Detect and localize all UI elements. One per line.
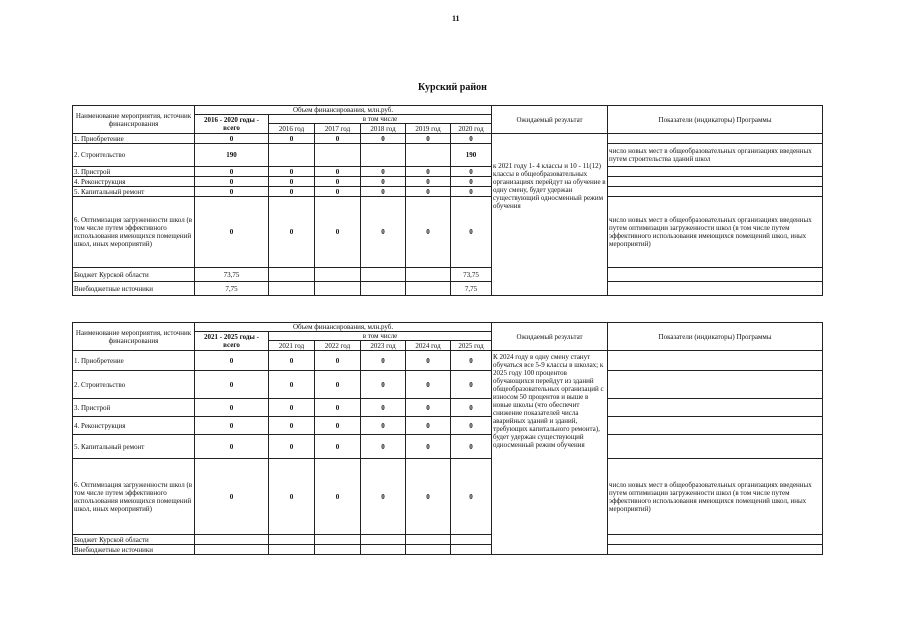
row-total <box>195 545 269 555</box>
table-row <box>73 187 823 197</box>
row-value: 0 <box>361 435 406 459</box>
row-value: 0 <box>315 417 361 435</box>
row-total: 0 <box>195 134 269 144</box>
row-value: 0 <box>451 399 492 417</box>
row-value: 0 <box>269 371 315 399</box>
row-value: 0 <box>451 459 492 535</box>
row-value <box>361 282 406 296</box>
row-value: 0 <box>361 187 406 197</box>
row-value <box>361 144 406 167</box>
row-name: 1. Приобретение <box>73 134 195 144</box>
row-value: 0 <box>451 187 492 197</box>
year-header: 2016 год <box>269 124 315 134</box>
row-total: 0 <box>195 197 269 268</box>
year-header: 2020 год <box>451 124 492 134</box>
row-name: 3. Пристрой <box>73 399 195 417</box>
row-value: 0 <box>406 187 451 197</box>
header-result: Ожидаемый результат <box>492 323 608 351</box>
year-header: 2022 год <box>315 341 361 351</box>
row-total: 190 <box>195 144 269 167</box>
indicator-optimization: число новых мест в общеобразовательных организациях введенных путем оптимизации загруженности школ (в том числе путем эффективного использования имеющихся помещений школ, иных мероприятий) <box>608 459 823 535</box>
table-row <box>73 167 823 177</box>
row-value: 0 <box>406 177 451 187</box>
row-total: 0 <box>195 371 269 399</box>
year-header: 2023 год <box>361 341 406 351</box>
year-header: 2017 год <box>315 124 361 134</box>
row-value: 0 <box>315 197 361 268</box>
header-funding: Объем финансирования, млн.руб. <box>195 323 492 332</box>
row-value: 0 <box>451 435 492 459</box>
row-value <box>406 268 451 282</box>
row-value <box>406 282 451 296</box>
row-value: 0 <box>451 177 492 187</box>
row-value: 0 <box>269 417 315 435</box>
row-value: 0 <box>406 417 451 435</box>
header-indicators: Показатели (индикаторы) Программы <box>608 323 823 351</box>
row-value: 0 <box>269 435 315 459</box>
indicator-cell <box>608 268 823 282</box>
row-value: 0 <box>315 134 361 144</box>
row-value: 0 <box>451 167 492 177</box>
row-value <box>269 268 315 282</box>
table-row <box>73 282 823 296</box>
indicator-build: число новых мест в общеобразовательных организациях введенных путем строительства зданий школ <box>608 144 823 167</box>
header-result: Ожидаемый результат <box>492 106 608 134</box>
table-row <box>73 545 823 555</box>
indicator-cell <box>608 167 823 177</box>
row-value: 0 <box>269 351 315 371</box>
table-row <box>73 134 823 144</box>
table-row <box>73 371 823 399</box>
row-value <box>315 545 361 555</box>
row-name: 2. Строительство <box>73 144 195 167</box>
row-total: 0 <box>195 187 269 197</box>
row-name: Бюджет Курской области <box>73 535 195 545</box>
indicator-cell <box>608 371 823 399</box>
row-value: 0 <box>451 417 492 435</box>
row-total: 0 <box>195 167 269 177</box>
indicator-cell <box>608 535 823 545</box>
row-value: 0 <box>315 177 361 187</box>
funding-table-2016-2020 <box>72 105 823 296</box>
row-name: 4. Реконструкция <box>73 417 195 435</box>
row-name: Бюджет Курской области <box>73 268 195 282</box>
table-row <box>73 417 823 435</box>
year-header: 2021 год <box>269 341 315 351</box>
row-value: 0 <box>361 177 406 187</box>
row-value: 0 <box>315 435 361 459</box>
row-value: 0 <box>406 167 451 177</box>
expected-result: К 2024 году в одну смену станут обучаться все 5-9 классы в школах; к 2025 году 100 процентов обучающихся перейдут из зданий общеобразовательных организаций с износом 50 процентов и выше в новые школы (что обеспечит снижение показателей числа аварийных зданий и зданий, требующих капитального ремонта), будет удержан существующий односменный режим обучения <box>492 351 608 555</box>
table-row <box>73 459 823 535</box>
header-incl: в том числе <box>269 332 492 341</box>
row-value: 0 <box>361 371 406 399</box>
row-value: 0 <box>406 351 451 371</box>
row-value: 0 <box>269 459 315 535</box>
table-row <box>73 399 823 417</box>
row-total: 0 <box>195 417 269 435</box>
row-value: 0 <box>451 197 492 268</box>
year-header: 2025 год <box>451 341 492 351</box>
header-total: 2016 - 2020 годы - всего <box>195 115 269 134</box>
row-value <box>361 545 406 555</box>
row-name: 6. Оптимизация загруженности школ (в том числе путем эффективного использования имеющихся помещений школ, иных мероприятий) <box>73 459 195 535</box>
row-value: 0 <box>361 399 406 417</box>
year-header: 2024 год <box>406 341 451 351</box>
row-value: 0 <box>269 134 315 144</box>
header-total: 2021 - 2025 годы - всего <box>195 332 269 351</box>
row-name: 5. Капитальный ремонт <box>73 435 195 459</box>
row-value: 0 <box>269 177 315 187</box>
row-value: 73,75 <box>451 268 492 282</box>
header-funding: Объем финансирования, млн.руб. <box>195 106 492 115</box>
row-value <box>315 535 361 545</box>
row-value: 0 <box>361 417 406 435</box>
row-value: 0 <box>451 351 492 371</box>
row-total: 7,75 <box>195 282 269 296</box>
row-value: 0 <box>361 134 406 144</box>
row-value: 0 <box>315 459 361 535</box>
row-total: 73,75 <box>195 268 269 282</box>
row-value: 0 <box>361 197 406 268</box>
row-value: 7,75 <box>451 282 492 296</box>
indicator-cell <box>608 282 823 296</box>
row-name: 5. Капитальный ремонт <box>73 187 195 197</box>
row-value: 0 <box>315 351 361 371</box>
row-value: 0 <box>315 167 361 177</box>
row-value: 0 <box>361 167 406 177</box>
row-name: Внебюджетные источники <box>73 545 195 555</box>
row-value: 0 <box>361 459 406 535</box>
row-value <box>406 545 451 555</box>
row-value: 0 <box>269 187 315 197</box>
row-value <box>451 535 492 545</box>
header-name: Наименование мероприятия, источник финансирования <box>73 323 195 351</box>
row-value <box>315 268 361 282</box>
row-value: 0 <box>269 399 315 417</box>
row-value: 0 <box>451 134 492 144</box>
indicator-cell <box>608 435 823 459</box>
row-value: 0 <box>406 197 451 268</box>
row-total: 0 <box>195 177 269 187</box>
year-header: 2018 год <box>361 124 406 134</box>
row-value <box>269 545 315 555</box>
indicator-cell <box>608 351 823 371</box>
row-value <box>269 282 315 296</box>
row-value <box>361 268 406 282</box>
row-value <box>451 545 492 555</box>
row-name: 6. Оптимизация загруженности школ (в том числе путем эффективного использования имеющихся помещений школ, иных мероприятий) <box>73 197 195 268</box>
header-indicators: Показатели (индикаторы) Программы <box>608 106 823 134</box>
indicator-optimization: число новых мест в общеобразовательных организациях введенных путем оптимизации загруженности школ (в том числе путем эффективного использования имеющихся помещений школ, иных мероприятий) <box>608 197 823 268</box>
row-total: 0 <box>195 459 269 535</box>
row-value <box>315 282 361 296</box>
row-value: 0 <box>315 399 361 417</box>
row-value: 0 <box>406 435 451 459</box>
indicator-cell <box>608 187 823 197</box>
expected-result: к 2021 году 1- 4 классы и 10 - 11(12) классы в общеобразовательных организациях перейдут на обучение в одну смену, будет удержан существующий односменный режим обучения <box>492 134 608 296</box>
row-value: 0 <box>406 371 451 399</box>
table-row <box>73 351 823 371</box>
row-total: 0 <box>195 399 269 417</box>
row-value: 0 <box>361 351 406 371</box>
row-value <box>269 144 315 167</box>
table-row <box>73 535 823 545</box>
indicator-cell <box>608 399 823 417</box>
row-value <box>406 144 451 167</box>
indicator-cell <box>608 134 823 144</box>
row-name: 2. Строительство <box>73 371 195 399</box>
row-value: 0 <box>269 197 315 268</box>
row-value: 0 <box>269 167 315 177</box>
row-value <box>361 535 406 545</box>
indicator-cell <box>608 177 823 187</box>
table-row <box>73 268 823 282</box>
row-value <box>269 535 315 545</box>
row-value: 0 <box>451 371 492 399</box>
header-name: Наименование мероприятия, источник финансирования <box>73 106 195 134</box>
row-name: 4. Реконструкция <box>73 177 195 187</box>
row-name: 3. Пристрой <box>73 167 195 177</box>
district-title: Курский район <box>418 82 487 93</box>
table-row <box>73 435 823 459</box>
row-value: 190 <box>451 144 492 167</box>
row-total: 0 <box>195 435 269 459</box>
indicator-cell <box>608 417 823 435</box>
funding-table-2021-2025 <box>72 322 823 555</box>
row-total: 0 <box>195 351 269 371</box>
row-name: Внебюджетные источники <box>73 282 195 296</box>
row-name: 1. Приобретение <box>73 351 195 371</box>
row-value: 0 <box>406 459 451 535</box>
row-value <box>315 144 361 167</box>
page-number: 11 <box>452 14 460 23</box>
table-row <box>73 177 823 187</box>
indicator-cell <box>608 545 823 555</box>
table-row <box>73 197 823 268</box>
table-row <box>73 144 823 167</box>
row-total <box>195 535 269 545</box>
row-value: 0 <box>315 371 361 399</box>
row-value: 0 <box>406 399 451 417</box>
year-header: 2019 год <box>406 124 451 134</box>
row-value: 0 <box>406 134 451 144</box>
row-value <box>406 535 451 545</box>
header-incl: в том числе <box>269 115 492 124</box>
row-value: 0 <box>315 187 361 197</box>
